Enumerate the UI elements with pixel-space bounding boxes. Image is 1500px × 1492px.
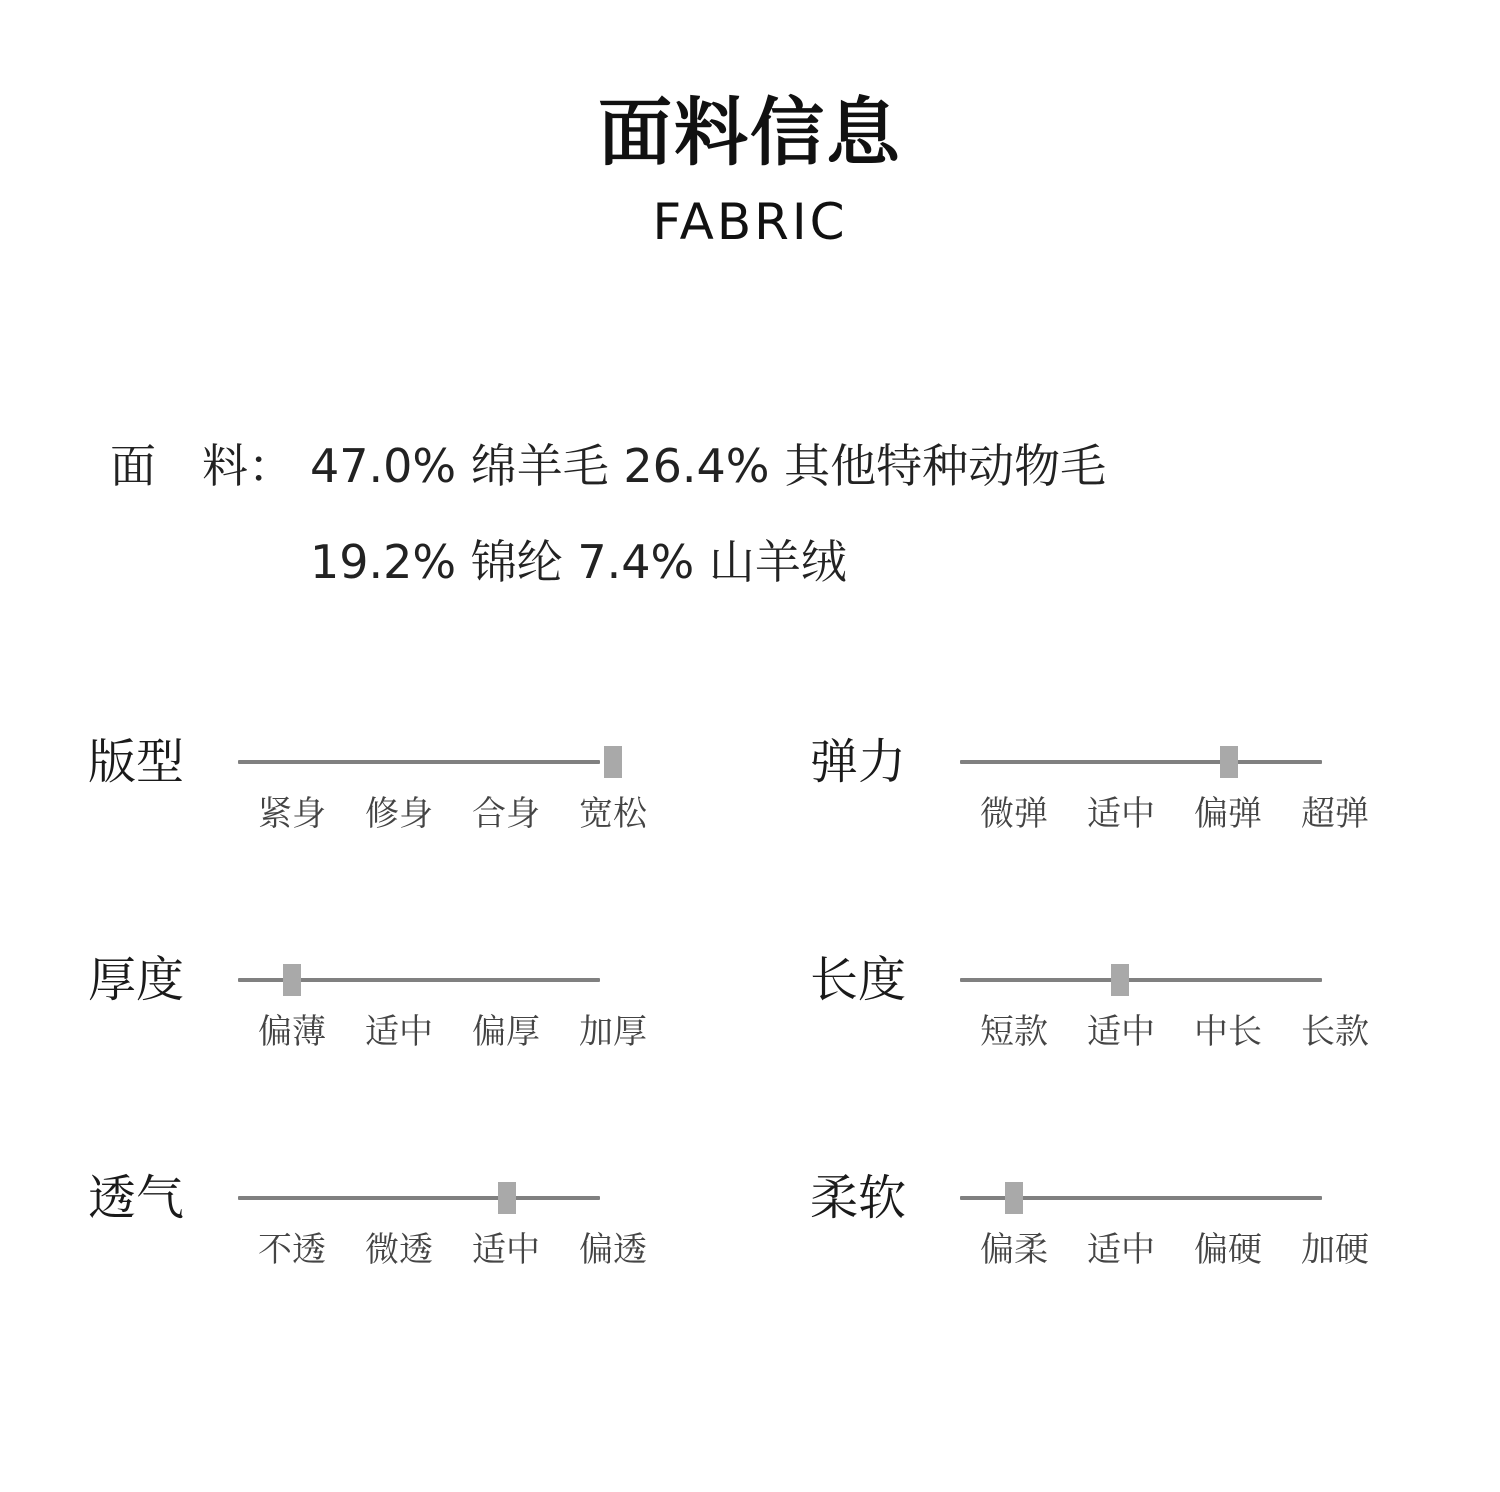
scale-marker [1111, 964, 1129, 996]
scale-marker [498, 1182, 516, 1214]
scale-option: 紧身 [258, 794, 326, 834]
scale-track [238, 978, 600, 982]
attribute-name: 厚度 [88, 952, 185, 1008]
fabric-label: 面 料： [110, 439, 294, 493]
attribute-name: 长度 [810, 952, 907, 1008]
attribute-name: 版型 [88, 734, 185, 790]
scale-track [960, 978, 1322, 982]
attribute-name: 弹力 [810, 734, 907, 790]
scale-option: 微透 [365, 1230, 433, 1270]
attribute-thickness [88, 952, 688, 1092]
scale-options [238, 792, 666, 836]
scale-option: 偏厚 [472, 1012, 540, 1052]
scale-options [960, 1228, 1388, 1272]
scale-marker [1220, 746, 1238, 778]
scale-options [960, 792, 1388, 836]
attribute-breathability [88, 1170, 688, 1310]
scale-option: 中长 [1194, 1012, 1262, 1052]
scale-option: 适中 [1087, 1012, 1155, 1052]
attribute-fit [88, 734, 688, 874]
scale-option: 短款 [980, 1012, 1048, 1052]
attribute-softness [810, 1170, 1410, 1310]
scale-option: 微弹 [980, 794, 1048, 834]
scale-option: 宽松 [579, 794, 647, 834]
scale-track [238, 760, 600, 764]
scale-marker [283, 964, 301, 996]
fabric-composition-line-1: 47.0% 绵羊毛 26.4% 其他特种动物毛 [310, 439, 1107, 493]
scale-options [238, 1010, 666, 1054]
scale-marker [1005, 1182, 1023, 1214]
scale-option: 加厚 [579, 1012, 647, 1052]
page-subtitle: FABRIC [652, 193, 848, 251]
scale-option: 不透 [258, 1230, 326, 1270]
attribute-length [810, 952, 1410, 1092]
scale-option: 适中 [1087, 1230, 1155, 1270]
attribute-name: 透气 [88, 1170, 185, 1226]
scale-option: 适中 [365, 1012, 433, 1052]
scale-option: 偏硬 [1194, 1230, 1262, 1270]
scale-option: 超弹 [1301, 794, 1369, 834]
scale-options [238, 1228, 666, 1272]
scale-track [960, 760, 1322, 764]
scale-marker [604, 746, 622, 778]
scale-option: 偏透 [579, 1230, 647, 1270]
scale-options [960, 1010, 1388, 1054]
scale-option: 合身 [472, 794, 540, 834]
attribute-elasticity [810, 734, 1410, 874]
scale-option: 偏弹 [1194, 794, 1262, 834]
scale-option: 适中 [472, 1230, 540, 1270]
scale-option: 适中 [1087, 794, 1155, 834]
attribute-name: 柔软 [810, 1170, 907, 1226]
scale-track [960, 1196, 1322, 1200]
scale-option: 长款 [1301, 1012, 1369, 1052]
page-title: 面料信息 [598, 90, 902, 176]
scale-track [238, 1196, 600, 1200]
scale-option: 修身 [365, 794, 433, 834]
scale-option: 加硬 [1301, 1230, 1369, 1270]
fabric-composition-line-2: 19.2% 锦纶 7.4% 山羊绒 [310, 535, 847, 589]
scale-option: 偏柔 [980, 1230, 1048, 1270]
scale-option: 偏薄 [258, 1012, 326, 1052]
